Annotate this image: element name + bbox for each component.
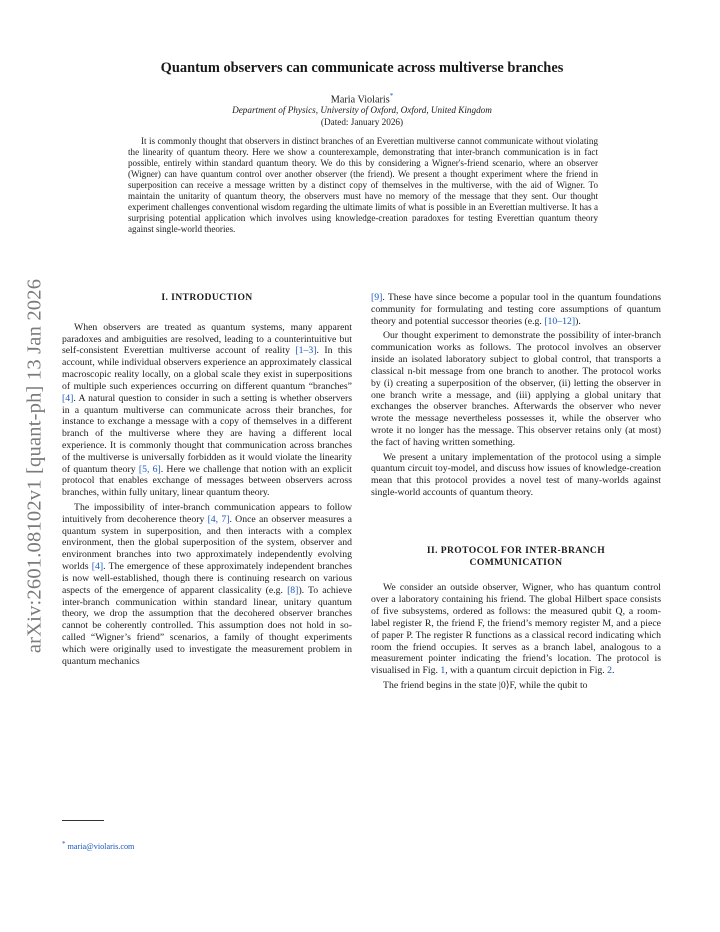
- paper-title: Quantum observers can communicate across multiverse branches: [160, 60, 564, 76]
- figure-link[interactable]: 1: [440, 665, 446, 677]
- citation-link[interactable]: [5, 6]: [138, 463, 161, 475]
- footnote-rule: [62, 820, 104, 821]
- author-name: Maria Violaris: [330, 94, 390, 106]
- intro-paragraph-1: When observers are treated as quantum systems, many apparent paradoxes and ambiguities are resolved, leading to a counterintuitive but self-consistent Everettian multiverse account of reality [1–3]. In this account, while individual observers experience an approximately classical macroscopic reality locally, on a global scale they exist in superpositions of multiple such experiences occurring on different quantum “branches” [4]. A natural question to consider in such a setting is whether observers in a quantum multiverse can communicate across their branches, for instance to exchange a message with a copy of themselves in a different branch of the multiverse where they are having a different local experience. It is commonly thought that communication across branches of the multiverse is universally forbidden as it would violate the linearity of quantum theory [5, 6]. Here we challenge that notion with an explicit protocol that enables exchange of messages between observers across branches, within fully unitary, linear quantum theory.: [62, 321, 353, 499]
- arxiv-stamp-strip: [0, 0, 70, 932]
- protocol-paragraph-2: The friend begins in the state |0⟩F, while the qubit to: [383, 679, 588, 691]
- intro-paragraph-2: The impossibility of inter-branch communication appears to follow intuitively from decoherence theory [4, 7]. Once an observer measures a quantum system in superposition, and then interacts with a complex environment, then the global superposition of the system, observer and environment branches into two approximately independently evolving worlds [4]. The emergence of these approximately independent branches is now well-established, though there is continuing research on various aspects of the emergence of apparent classicality (e.g. [8]). To achieve inter-branch communication within standard linear, unitary quantum theory, we drop the assumption that the decohered observer branches cannot be coherently controlled. This assumption does not hold in so-called “Wigner’s friend” scenarios, a family of thought experiments which were originally used to investigate the measurement problem in quantum mechanics: [62, 502, 353, 667]
- intro-paragraph-3: [9]. These have since become a popular tool in the quantum foundations community for formulating and testing core assumptions of quantum theory and potential successor theories (e.g. [10–12]).: [371, 292, 661, 327]
- left-column: [62, 292, 352, 670]
- citation-link[interactable]: [4]: [91, 561, 104, 573]
- footnote: [62, 840, 134, 851]
- author-line: [80, 92, 644, 105]
- citation-link[interactable]: [4, 7]: [207, 513, 230, 525]
- intro-paragraph-5: We present a unitary implementation of the protocol using a simple quantum circuit toy-model, and discuss how issues of knowledge-creation mean that this protocol provides a novel test of many-worlds against single-world accounts of quantum theory.: [371, 451, 661, 498]
- protocol-paragraph-1: We consider an outside observer, Wigner, who has quantum control over a laboratory containing his friend. The global Hilbert space consists of five subsystems, ordered as follows: the measured qubit Q, a room-label register R, the friend F, the friend’s memory register M, and a piece of paper P. The register R functions as a classical record indicating which room the friend occupies. It serves as a branch label, analogous to a measurement pointer indicating the friend’s location. The protocol is visualised in Fig. 1, with a quantum circuit depiction in Fig. 2.: [371, 582, 661, 677]
- section-heading-introduction: I. INTRODUCTION: [161, 292, 253, 303]
- citation-link[interactable]: [1–3]: [295, 345, 317, 357]
- citation-link[interactable]: [9]: [371, 292, 383, 303]
- right-column: [371, 292, 661, 695]
- arxiv-identifier: arXiv:2601.08102v1 [quant-ph] 13 Jan 2026: [23, 278, 46, 654]
- intro-paragraph-4: Our thought experiment to demonstrate the possibility of inter-branch communication works as follows. The protocol involves an observer inside an isolated laboratory subject to global control, that transports a classical n-bit message from one branch to another. The protocol works by (i) creating a superposition of the observer, (ii) letting the observer in one branch write a message, and (iii) applying a global unitary that exchanges the observer branches. Afterwards the observer who never wrote the message nevertheless possesses it, while the observer who wrote it no longer has the message. This observer retains only (at most) the fact of having written something.: [371, 330, 661, 448]
- citation-link[interactable]: [4]: [62, 392, 74, 404]
- author-footnote-mark[interactable]: *: [389, 92, 394, 100]
- author-email-link[interactable]: maria@violaris.com: [67, 842, 135, 851]
- figure-link[interactable]: 2: [607, 665, 613, 677]
- section-heading-protocol: II. PROTOCOL FOR INTER-BRANCH COMMUNICATION: [426, 544, 606, 568]
- citation-link[interactable]: [8]: [287, 584, 299, 596]
- abstract: It is commonly thought that observers in distinct branches of an Everettian multiverse cannot communicate without violating the linearity of quantum theory. Here we show a counterexample, demonstrating that inter-branch communication is in fact possible, entirely within standard quantum theory. We do this by considering a Wigner's-friend scenario, where an observer (Wigner) can have quantum control over another observer (the friend). We present a thought experiment where the friend in superposition can receive a message written by a distinct copy of themselves in the multiverse, with the aid of Wigner. To maintain the unitarity of quantum theory, the observers must have no memory of the message that they sent. Our thought experiment challenges conventional wisdom regarding the ultimate limits of what is possible in an Everettian multiverse. It has a surprising potential application which involves using knowledge-creation paradoxes for testing Everettian quantum theory against single-world theories.: [128, 136, 598, 235]
- affiliation: Department of Physics, University of Oxford, Oxford, United Kingdom: [232, 105, 492, 115]
- date-line: (Dated: January 2026): [320, 117, 404, 127]
- citation-link[interactable]: [10–12]: [544, 315, 576, 327]
- footnote-mark: *: [62, 840, 66, 848]
